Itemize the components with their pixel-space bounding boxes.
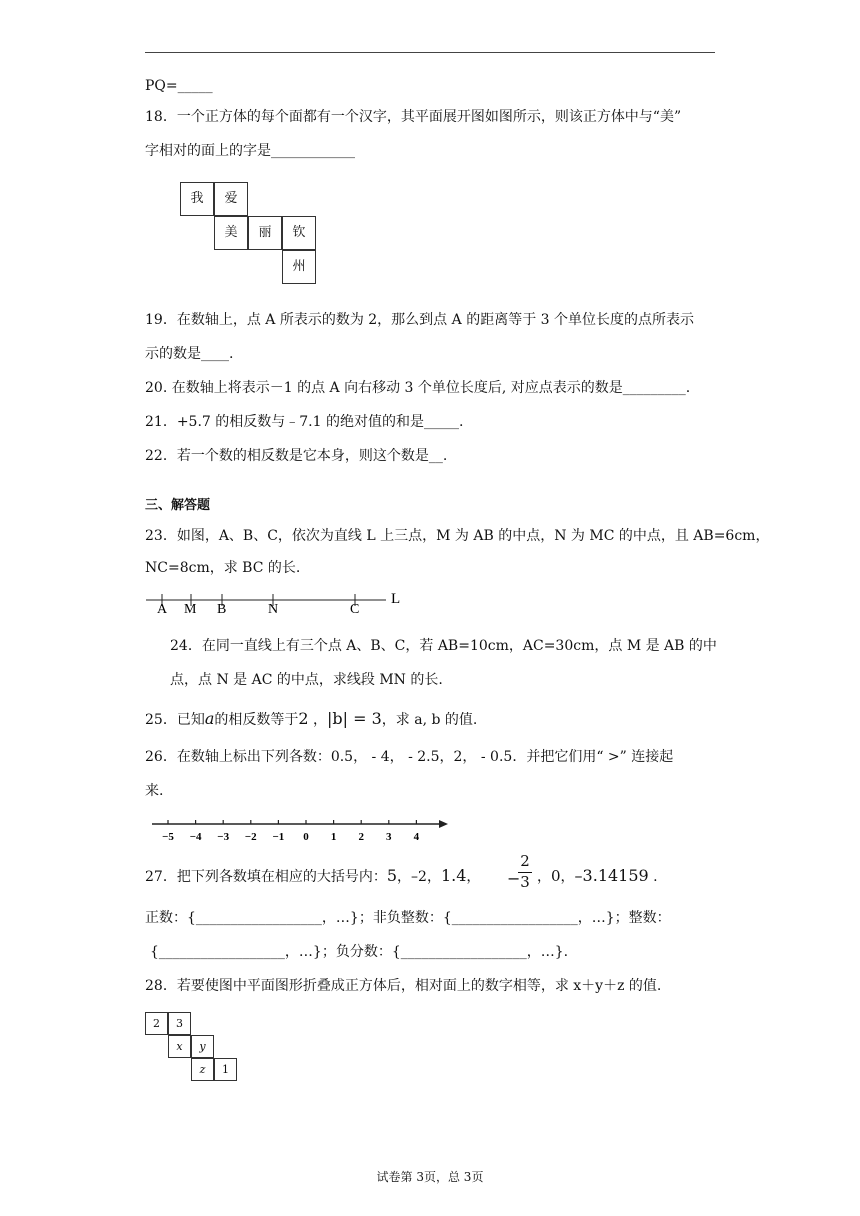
net-cell-2: 爱 xyxy=(214,182,248,216)
net-cell-1: 我 xyxy=(180,182,214,216)
label-a: A xyxy=(157,602,168,617)
net2-cell-z: z xyxy=(191,1058,214,1081)
q25-part1: 25．已知 xyxy=(145,712,205,728)
page-footer: 试卷第 3页，总 3页 xyxy=(376,1170,484,1184)
q22-text: 22．若一个数的相反数是它本身，则这个数是__. xyxy=(145,448,448,464)
net2-cell-1: 2 xyxy=(145,1012,168,1035)
label-m: M xyxy=(184,602,197,617)
q23-line-figure xyxy=(140,586,420,618)
q27-line2: 正数：{__________________，…}；非负整数：{__________________，…}；整数： xyxy=(145,910,671,926)
header-rule xyxy=(145,52,715,53)
q19-line1: 19．在数轴上，点 A 所表示的数为 2，那么到点 A 的距离等于 3 个单位长度的点所表示 xyxy=(145,312,694,328)
fraction-denominator: 3 xyxy=(518,872,532,891)
label-n: N xyxy=(268,602,279,617)
q27-n1: 5 xyxy=(386,866,398,885)
q25-abs-expr: |b| = 3 xyxy=(327,709,382,728)
q27-n6: –3.14159 xyxy=(574,866,649,885)
q18-line1: 18．一个正方体的每个面都有一个汉字，其平面展开图如图所示，则该正方体中与“美” xyxy=(145,109,682,125)
number-line-tick-label: 4 xyxy=(413,831,420,843)
q27-line3: {__________________，…}；负分数：{__________________，…}. xyxy=(150,944,569,960)
section-title: 三、解答题 xyxy=(145,498,211,513)
q20-text: 20. 在数轴上将表示－1 的点 A 向右移动 3 个单位长度后, 对应点表示的数是_________. xyxy=(145,380,691,396)
q27-n5: 0 xyxy=(551,867,561,885)
q26-line1: 26．在数轴上标出下列各数：0.5， - 4， - 2.5，2， - 0.5．并把它们用“ >” 连接起 xyxy=(145,749,674,765)
net2-cell-x: x xyxy=(168,1035,191,1058)
q26-number-line xyxy=(144,812,456,848)
q18-line2: 字相对的面上的字是____________ xyxy=(145,143,355,159)
q24-line1: 24．在同一直线上有三个点 A、B、C，若 AB=10cm，AC=30cm，点 M 是 AB 的中 xyxy=(170,638,717,654)
net2-cell-y: y xyxy=(191,1035,214,1058)
q25-part3: ，求 a, b 的值. xyxy=(381,712,478,728)
q27-n3: 1.4 xyxy=(440,866,467,885)
q25-var-a: a xyxy=(204,709,215,728)
number-line-arrow xyxy=(439,820,448,828)
number-line-tick-label: −2 xyxy=(244,831,257,843)
q25-part2: 的相反数等于 xyxy=(214,712,299,728)
net2-cell-6: 1 xyxy=(214,1058,237,1081)
fraction-numerator: 2 xyxy=(520,852,530,870)
q27-line1-rest: ，0，–3.14159 . xyxy=(537,866,658,885)
number-line-tick-label: 0 xyxy=(303,831,309,843)
number-line-tick-label: −1 xyxy=(272,831,285,843)
q23-line1: 23．如图，A、B、C，依次为直线 L 上三点，M 为 AB 的中点，N 为 MC 的中点，且 AB=6cm， xyxy=(145,528,770,544)
net-cell-5: 钦 xyxy=(282,216,316,250)
q23-line2: NC=8cm，求 BC 的长. xyxy=(145,560,301,576)
q25-two: 2 xyxy=(298,709,309,728)
net-cell-4: 丽 xyxy=(248,216,282,250)
q27-fraction xyxy=(518,852,532,891)
number-line-tick-label: −3 xyxy=(217,831,230,843)
q19-line2: 示的数是____. xyxy=(145,346,234,362)
q24-line2: 点，点 N 是 AC 的中点，求线段 MN 的长. xyxy=(170,672,443,688)
label-c: C xyxy=(350,602,360,617)
q26-line2: 来. xyxy=(145,783,164,799)
label-b: B xyxy=(217,602,227,617)
label-l: L xyxy=(391,591,401,607)
q17-answer-tail: PQ=_____ xyxy=(145,78,213,94)
q27-lead: 27．把下列各数填在相应的大括号内： xyxy=(145,869,387,885)
net-cell-6: 州 xyxy=(282,250,316,284)
net2-cell-2: 3 xyxy=(168,1012,191,1035)
number-line-tick-label: −4 xyxy=(189,831,202,843)
number-line-tick-label: 1 xyxy=(330,831,337,843)
q28-line1: 28．若要使图中平面图形折叠成正方体后，相对面上的数字相等，求 x＋y＋z 的值. xyxy=(145,978,662,994)
net-cell-3: 美 xyxy=(214,216,248,250)
number-line-tick-label: −5 xyxy=(162,831,174,843)
number-line-tick-label: 2 xyxy=(358,831,364,843)
number-line-tick-label: 3 xyxy=(386,831,392,843)
q25-line: 25．已知a的相反数等于2 ，|b| = 3，求 a, b 的值. xyxy=(145,709,478,728)
q27-line1: 27．把下列各数填在相应的大括号内：5，–2，1.4， xyxy=(145,866,481,885)
q27-n2: –2 xyxy=(411,869,427,885)
q21-text: 21．+5.7 的相反数与﹣7.1 的绝对值的和是_____. xyxy=(145,414,464,430)
